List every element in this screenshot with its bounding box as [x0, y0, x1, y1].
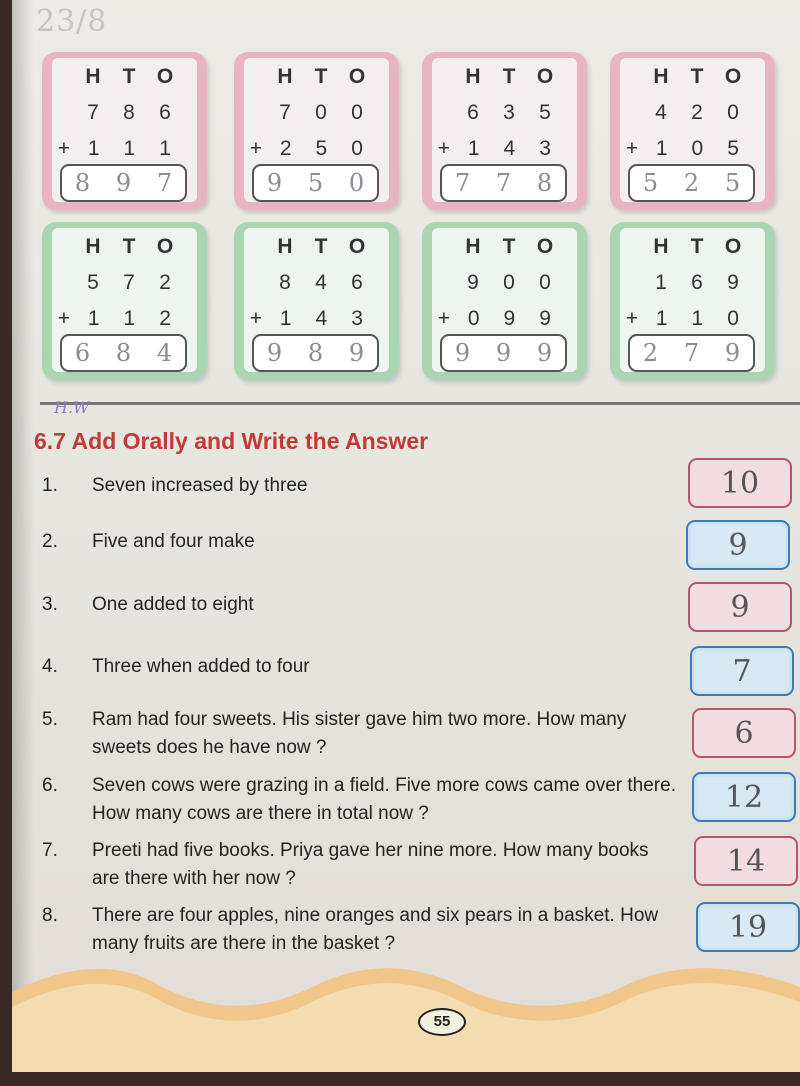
answer-box[interactable] [252, 334, 379, 372]
digit: 4 [655, 101, 667, 124]
answer-box[interactable]: 14 [694, 836, 798, 886]
digit: 3 [351, 307, 363, 330]
answer-box[interactable] [628, 164, 755, 202]
answer-box[interactable] [252, 164, 379, 202]
addition-card [234, 52, 399, 210]
digit: 0 [351, 101, 363, 124]
digit: 1 [123, 137, 136, 160]
hundreds-label: H [653, 235, 669, 258]
section-divider [40, 402, 800, 405]
card-panel [244, 228, 389, 372]
digit: 1 [467, 137, 480, 160]
digit: 5 [87, 271, 99, 294]
addition-card [422, 52, 587, 210]
digit: 3 [503, 101, 515, 124]
answer-digit: 8 [115, 339, 132, 367]
digit: 1 [87, 137, 100, 160]
ones-label: O [156, 235, 174, 258]
digit: 2 [159, 307, 171, 330]
question-item [42, 772, 682, 828]
bottom-number [52, 132, 197, 166]
plus-sign: + [249, 307, 263, 330]
corner-handwriting: 23/8 [36, 4, 108, 39]
card-panel [620, 58, 765, 202]
digit: 9 [503, 307, 516, 330]
top-number [620, 96, 765, 130]
answer-box[interactable]: 9 [686, 520, 790, 570]
digit: 8 [123, 101, 135, 124]
question-item [42, 528, 682, 558]
top-number [52, 96, 197, 130]
bottom-number [432, 302, 577, 336]
top-number [432, 266, 577, 300]
answer-digit: 5 [724, 169, 741, 197]
tens-label: T [502, 235, 516, 258]
place-value-header [52, 230, 197, 264]
place-value-header [620, 230, 765, 264]
question-text: One added to eight [92, 594, 254, 615]
answer-digit: 8 [307, 339, 324, 367]
ones-label: O [156, 65, 174, 88]
ones-label: O [724, 65, 742, 88]
place-value-header [52, 60, 197, 94]
digit: 1 [691, 307, 704, 330]
ones-label: O [724, 235, 742, 258]
digit: 0 [351, 137, 363, 160]
digit: 9 [467, 271, 479, 294]
answer-box[interactable]: 19 [696, 902, 800, 952]
digit: 6 [467, 101, 479, 124]
plus-sign: + [57, 137, 71, 160]
answer-digit: 5 [642, 169, 659, 197]
plus-sign: + [57, 307, 71, 330]
digit: 1 [655, 137, 668, 160]
digit: 4 [315, 271, 327, 294]
ones-label: O [348, 65, 366, 88]
question-number: 3. [42, 594, 58, 615]
digit: 0 [727, 307, 739, 330]
question-text: Preeti had five books. Priya gave her nine more. How many books are there with her now ? [92, 840, 649, 889]
answer-digit: 9 [266, 339, 283, 367]
question-number: 6. [42, 775, 58, 796]
place-value-header [432, 230, 577, 264]
card-panel [244, 58, 389, 202]
ones-label: O [348, 235, 366, 258]
question-number: 2. [42, 531, 58, 552]
bottom-number [52, 302, 197, 336]
hundreds-label: H [85, 235, 101, 258]
digit: 7 [279, 101, 291, 124]
answer-digit: 9 [115, 169, 132, 197]
digit: 8 [279, 271, 291, 294]
bottom-number [244, 302, 389, 336]
digit: 9 [539, 307, 551, 330]
digit: 2 [691, 101, 703, 124]
section-heading: Add Orally and Write the Answer [71, 428, 429, 454]
answer-digit: 2 [642, 339, 659, 367]
card-panel [620, 228, 765, 372]
answer-digit: 5 [307, 169, 324, 197]
question-item [42, 653, 682, 683]
digit: 5 [727, 137, 739, 160]
bottom-number [432, 132, 577, 166]
tens-label: T [690, 65, 704, 88]
plus-sign: + [437, 307, 451, 330]
answer-digit: 0 [348, 169, 365, 197]
digit: 6 [159, 101, 171, 124]
hundreds-label: H [277, 235, 293, 258]
digit: 0 [503, 271, 515, 294]
digit: 0 [467, 307, 480, 330]
place-value-header [432, 60, 577, 94]
textbook-page [12, 0, 800, 1072]
digit: 1 [655, 307, 668, 330]
digit: 4 [503, 137, 516, 160]
digit: 0 [727, 101, 739, 124]
digit: 0 [691, 137, 704, 160]
question-number: 4. [42, 656, 58, 677]
top-number [244, 266, 389, 300]
ones-label: O [536, 65, 554, 88]
question-number: 7. [42, 840, 58, 861]
card-panel [52, 58, 197, 202]
place-value-header [244, 230, 389, 264]
hundreds-label: H [465, 235, 481, 258]
page-number: 55 [418, 1008, 466, 1036]
top-number [432, 96, 577, 130]
answer-box[interactable] [440, 334, 567, 372]
top-number [244, 96, 389, 130]
question-item [42, 902, 682, 958]
question-number: 8. [42, 905, 58, 926]
answer-digit: 7 [683, 339, 700, 367]
question-text: Seven increased by three [92, 475, 308, 496]
digit: 6 [691, 271, 703, 294]
digit: 7 [87, 101, 99, 124]
answer-digit: 9 [454, 339, 471, 367]
answer-box[interactable] [440, 164, 567, 202]
answer-digit: 9 [724, 339, 741, 367]
digit: 5 [539, 101, 551, 124]
digit: 1 [159, 137, 171, 160]
card-panel [432, 58, 577, 202]
hundreds-label: H [465, 65, 481, 88]
question-item [42, 472, 682, 502]
answer-digit: 7 [156, 169, 173, 197]
answer-box[interactable]: 10 [688, 458, 792, 508]
answer-box[interactable]: 12 [692, 772, 796, 822]
question-text: There are four apples, nine oranges and six pears in a basket. How many fruits are there in the basket ? [92, 905, 659, 954]
digit: 4 [315, 307, 328, 330]
hundreds-label: H [85, 65, 101, 88]
question-number: 1. [42, 475, 58, 496]
answer-digit: 9 [536, 339, 553, 367]
digit: 0 [539, 271, 551, 294]
question-text: Ram had four sweets. His sister gave him two more. How many sweets does he have now ? [92, 709, 627, 758]
addition-card [610, 222, 775, 380]
question-item [42, 837, 682, 893]
question-text: Five and four make [92, 531, 255, 552]
answer-box[interactable] [60, 164, 187, 202]
card-panel [52, 228, 197, 372]
top-number [52, 266, 197, 300]
bottom-number [244, 132, 389, 166]
digit: 2 [279, 137, 292, 160]
addition-card [422, 222, 587, 380]
section-number: 6.7 [34, 428, 66, 454]
plus-sign: + [625, 137, 639, 160]
tens-label: T [314, 65, 328, 88]
answer-box[interactable] [628, 334, 755, 372]
hundreds-label: H [277, 65, 293, 88]
top-number [620, 266, 765, 300]
answer-digit: 9 [266, 169, 283, 197]
answer-box[interactable]: 7 [690, 646, 794, 696]
ones-label: O [536, 235, 554, 258]
plus-sign: + [625, 307, 639, 330]
section-title [34, 428, 428, 455]
card-panel [432, 228, 577, 372]
tens-label: T [502, 65, 516, 88]
footer-wave [12, 952, 800, 1072]
digit: 5 [315, 137, 328, 160]
plus-sign: + [437, 137, 451, 160]
page-gutter-shadow [12, 0, 34, 1072]
digit: 1 [655, 271, 667, 294]
answer-digit: 9 [495, 339, 512, 367]
tens-label: T [690, 235, 704, 258]
digit: 2 [159, 271, 171, 294]
answer-digit: 7 [454, 169, 471, 197]
question-item [42, 591, 682, 621]
answer-digit: 7 [495, 169, 512, 197]
tens-label: T [122, 235, 136, 258]
digit: 6 [351, 271, 363, 294]
homework-mark: H.W [54, 398, 90, 417]
answer-digit: 2 [683, 169, 700, 197]
digit: 1 [123, 307, 136, 330]
plus-sign: + [249, 137, 263, 160]
answer-digit: 4 [156, 339, 173, 367]
addition-card [42, 222, 207, 380]
answer-box[interactable]: 9 [688, 582, 792, 632]
answer-digit: 9 [348, 339, 365, 367]
hundreds-label: H [653, 65, 669, 88]
bottom-number [620, 132, 765, 166]
digit: 3 [539, 137, 551, 160]
addition-card [42, 52, 207, 210]
question-text: Seven cows were grazing in a field. Five more cows came over there. How many cows are there in total now ? [92, 775, 676, 824]
question-item [42, 706, 682, 762]
tens-label: T [314, 235, 328, 258]
bottom-number [620, 302, 765, 336]
question-number: 5. [42, 709, 58, 730]
digit: 9 [727, 271, 739, 294]
question-text: Three when added to four [92, 656, 310, 677]
answer-digit: 6 [74, 339, 91, 367]
answer-box[interactable] [60, 334, 187, 372]
answer-digit: 8 [74, 169, 91, 197]
place-value-header [244, 60, 389, 94]
tens-label: T [122, 65, 136, 88]
digit: 0 [315, 101, 327, 124]
answer-digit: 8 [536, 169, 553, 197]
digit: 1 [87, 307, 100, 330]
digit: 1 [279, 307, 292, 330]
answer-box[interactable]: 6 [692, 708, 796, 758]
digit: 7 [123, 271, 135, 294]
addition-card [234, 222, 399, 380]
place-value-header [620, 60, 765, 94]
addition-card [610, 52, 775, 210]
